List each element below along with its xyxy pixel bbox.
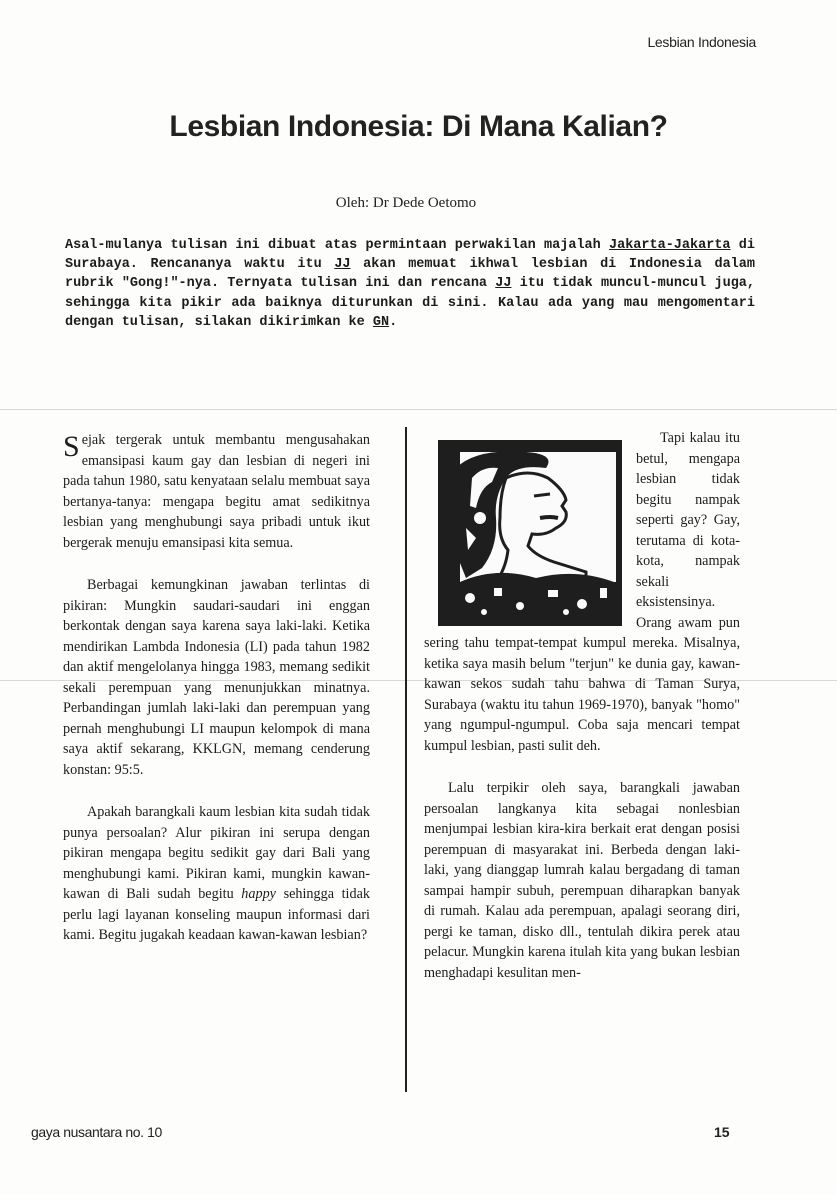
intro-text: di Surabaya. Rencananya waktu itu xyxy=(65,238,755,273)
intro-text: Asal-mulanya tulisan ini dibuat atas permintaan perwakilan majalah xyxy=(65,238,609,253)
portrait-illustration xyxy=(436,438,624,628)
intro-underlined-abbrev: JJ xyxy=(334,257,351,273)
paragraph: Berbagai kemungkinan jawaban terlintas di pikiran: Mungkin saudari-saudari ini enggan berkontak dengan saya karena saya laki-laki. Ketika mendirikan Lambda Indonesia (LI) pada tahun 1982 dan aktif mengelolanya hingga 1983, memang sedikit sekali perempuan yang menunjukkan minatnya. Perbandingan jumlah laki-laki dan perempuan yang pernah menghubungi LI maupun kelompok di mana saya aktif sekarang, KKLGN, memang cenderung konstan: 95:5. xyxy=(63,577,370,778)
emphasis: happy xyxy=(241,886,276,902)
paragraph-text: Apakah barangkali kaum lesbian kita sudah tidak punya persoalan? Alur pikiran ini serupa dengan pikiran mengapa begitu sedikit gay dari Bali yang menghubungi kami. Pikiran kami, mungkin kawan-kawan di Bali sudah begitu xyxy=(63,804,370,902)
intro-underlined-abbrev: JJ xyxy=(495,276,512,292)
right-column xyxy=(424,428,740,1005)
page-number: 15 xyxy=(714,1124,730,1140)
column-divider xyxy=(405,427,407,1092)
paragraph xyxy=(63,430,370,553)
intro-paragraph xyxy=(65,236,755,332)
running-head: Lesbian Indonesia xyxy=(647,34,756,50)
intro-text: akan memuat ikhwal lesbian di Indonesia dalam rubrik "Gong!"-nya. Ternyata tulisan ini dan rencana xyxy=(65,257,755,292)
paragraph-text: ejak tergerak untuk membantu mengusahakan emansipasi kaum gay dan lesbian di negeri ini pada tahun 1980, satu kenyataan selalu membuat saya bertanya-tanya: mengapa begitu amat sedikitnya lesbian yang menghubungi saya pribadi untuk ikut bergerak menuju emansipasi kita semua. xyxy=(63,432,370,551)
drop-cap: S xyxy=(63,430,80,463)
intro-underlined-abbrev: GN xyxy=(372,314,390,330)
article-title: Lesbian Indonesia: Di Mana Kalian? xyxy=(169,110,668,143)
paragraph: Tapi kalau itu betul, mengapa lesbian tidak begitu nampak seperti gay? Gay, terutama di kota-kota, nampak sekali eksistensinya. Orang awam pun sering tahu tempat-tempat kumpul mereka. Misalnya, ketika saya masih belum "terjun" ke dunia gay, kawan-kawan sekos sudah tahu bahwa di Taman Surya, Surabaya (waktu itu tahun 1969-1970), banyak "homo" yang ngumpul-ngumpul. Coba saja mencari tempat kumpul lesbian, pasti sulit deh. xyxy=(424,430,740,754)
paragraph xyxy=(63,802,370,946)
publication-name: gaya nusantara no. 10 xyxy=(31,1124,162,1140)
intro-underlined-publication: Jakarta-Jakarta xyxy=(609,238,731,253)
left-column xyxy=(63,430,370,968)
intro-text: itu tidak muncul-muncul juga, sehingga kita pikir ada baiknya diturunkan di sini. Kalau ada yang mau mengomentari dengan tulisan, silakan dikirimkan ke xyxy=(65,276,755,330)
paragraph: Lalu terpikir oleh saya, barangkali jawaban persoalan langkanya kita sebagai nonlesbian menjumpai lesbian kira-kira berkait erat dengan posisi perempuan di masyarakat ini. Berbeda dengan laki-laki, yang dianggap lumrah kalau bergadang di taman sampai hampir subuh, perempuan diharapkan banyak di rumah. Kalau ada perempuan, apalagi seorang diri, pergi ke taman, disko dll., tentulah dikira perek atau pelacur. Mungkin karena itulah kita yang bukan lesbian menghadapi kesulitan men- xyxy=(424,780,740,981)
fold-line xyxy=(0,409,837,410)
article-byline: Oleh: Dr Dede Oetomo xyxy=(335,195,477,211)
paragraph-text: sehingga tidak perlu lagi layanan konseling maupun informasi dari kami. Begitu jugakah keadaan kawan-kawan lesbian? xyxy=(63,886,370,943)
woodcut-portrait-icon xyxy=(436,438,624,628)
intro-text: . xyxy=(389,314,398,330)
